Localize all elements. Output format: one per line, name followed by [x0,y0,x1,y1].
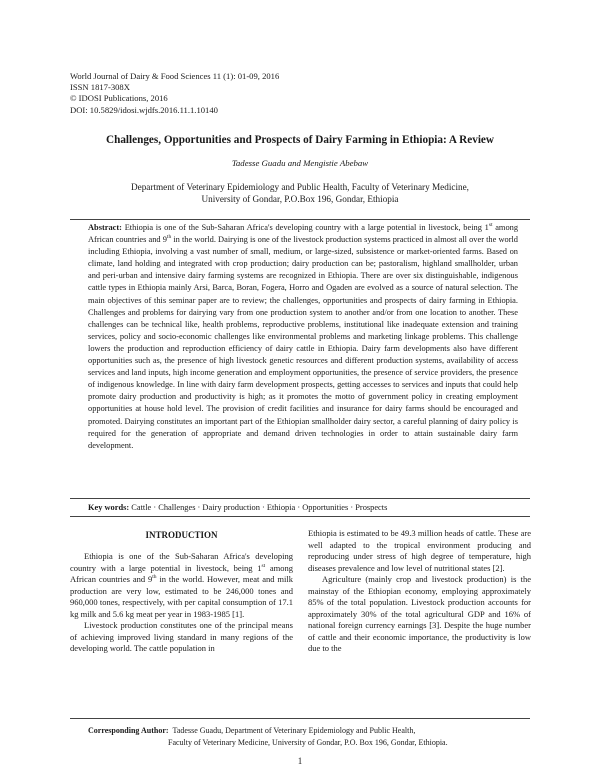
affiliation [80,181,520,206]
keywords [88,503,528,512]
abstract-sup-1: st [488,222,493,229]
affiliation-line-1: Department of Veterinary Epidemiology and Public Health, Faculty of Veterinary Medicine, [131,182,469,192]
journal-citation: World Journal of Dairy & Food Sciences 11 (1): 01-09, 2016 [70,71,280,81]
abstract-label: Abstract: [88,223,122,232]
intro-p1-text-a: Ethiopia is one of the Sub-Saharan Africa's developing country with a large potential in livestock, being 1 [70,551,293,573]
authors: Tadesse Guadu and Mengistie Abebaw [231,158,369,168]
keywords-text: Cattle · Challenges · Dairy production · Ethiopia · Opportunities · Prospects [131,503,388,512]
corresponding-line-1: Tadesse Guadu, Department of Veterinary Epidemiology and Public Health, [172,726,416,735]
footnote-rule [70,718,530,719]
paper-title: Challenges, Opportunities and Prospects of Dairy Farming in Ethiopia: A Review [106,134,494,146]
intro-p1-text-b: among African countries and 9 [70,562,293,584]
abstract-sup-2: th [166,234,172,241]
corresponding-author [88,725,448,748]
affiliation-line-2: University of Gondar, P.O.Box 196, Gondar, Ethiopia [201,194,399,205]
abstract-bottom-rule [70,498,530,499]
intro-p1-sup-2: th [152,574,157,581]
intro-paragraph-2: Livestock production constitutes one of the principal means of achieving improved living standard in many regions of the developing world. The cattle population in [70,620,293,653]
left-column [70,551,293,655]
corresponding-line-2: Faculty of Veterinary Medicine, University of Gondar, P.O. Box 196, Gondar, Ethiopia. [168,737,448,747]
abstract [88,222,518,452]
intro-paragraph-3: Ethiopia is estimated to be 49.3 million heads of cattle. These are well adapted to the tropical environment producing and reproducing under stress of high degree of temperature, high diseases prevalence and low level of nutritional states [2]. [308,528,531,573]
doi: DOI: 10.5829/idosi.wjdfs.2016.11.1.10140 [70,104,218,115]
intro-paragraph-1 [70,551,293,620]
keywords-bottom-rule [70,516,530,517]
issn: ISSN 1817-308X [70,82,130,93]
corresponding-label: Corresponding Author: [88,726,169,735]
abstract-top-rule [70,219,530,220]
right-column [308,528,531,655]
copyright: © IDOSI Publications, 2016 [70,93,168,104]
keywords-label: Key words: [88,503,130,512]
abstract-text-1: Ethiopia is one of the Sub-Saharan Africa's developing country with a large potential in livestock, being 1 [124,223,489,232]
page-number: 1 [297,756,303,766]
journal-header [70,71,279,116]
abstract-text-2: among African countries and 9 [88,223,519,245]
introduction-heading: INTRODUCTION [145,530,218,540]
abstract-text-3: in the world. Dairying is one of the livestock production systems practiced in almost all over the world including Ethiopia, involving a vast number of small, medium, or large-sized, subsistence or market-oriented farms. Based on climate, land holding and integrated with crop production; dairy production can be; pastoralism, highland smallholder, urban and peri-urban and intensive dairy farming systems are recognized in Ethiopia. There are over six distinguishable, indigenous cattle types in Ethiopia mainly Arsi, Barca, Boran, Fogera, Horro and Ogaden are evolved as a source of natural selection. The main objectives of this seminar paper are to review; the challenges, opportunities and prospects of dairy farming in Ethiopia. Challenges and problems for dairying vary from one production system to another and/or from one location to another. These challenges can be technical like, health problems, reproductive problems, institutional like inadequate extension and training services, policy and socio-economic challenges like environmental problems and marketing linkage problems. This challenge lowers the production and reproduction efficiency of dairy cattle in Ethiopia. Dairy farm developments also have different opportunities such as, the presence of high livestock genetic resources and different production systems, availability of access services and land inputs, high income generation and employment opportunities, the presence of service providers, the presence of indigenous knowledge. In line with dairy farm development prospects, getting accesses to services and inputs that could help promote dairy production and productivity is high; as it promotes the motto of government policy in creating employment opportunities at house hold level. The provision of credit facilities and insurance for dairy farms should be encouraged and promoted. Dairying constitutes an important part of the Ethiopian smallholder dairy sector, a careful planning of dairy policy is required for the generation of appropriate and demand driven technologies in order to attain sustainable dairy farm development. [88,235,518,450]
intro-p1-text-c: in the world. However, meat and milk production are very low, estimated to be 246,000 tones and 960,000 tones, respectively, with per capital consumption of 17.1 kg milk and 5.6 kg meat per year in 1983-1985 [1]. [70,574,293,619]
intro-paragraph-4: Agriculture (mainly crop and livestock production) is the mainstay of the Ethiopian economy, employing approximately 85% of the total population. Livestock production accounts for approximately 30% of the total agricultural GDP and 16% of national foreign currency earnings [3]. Despite the huge number of cattle and their economic importance, the productivity is low due to the [308,574,531,653]
intro-p1-sup-1: st [261,562,266,569]
